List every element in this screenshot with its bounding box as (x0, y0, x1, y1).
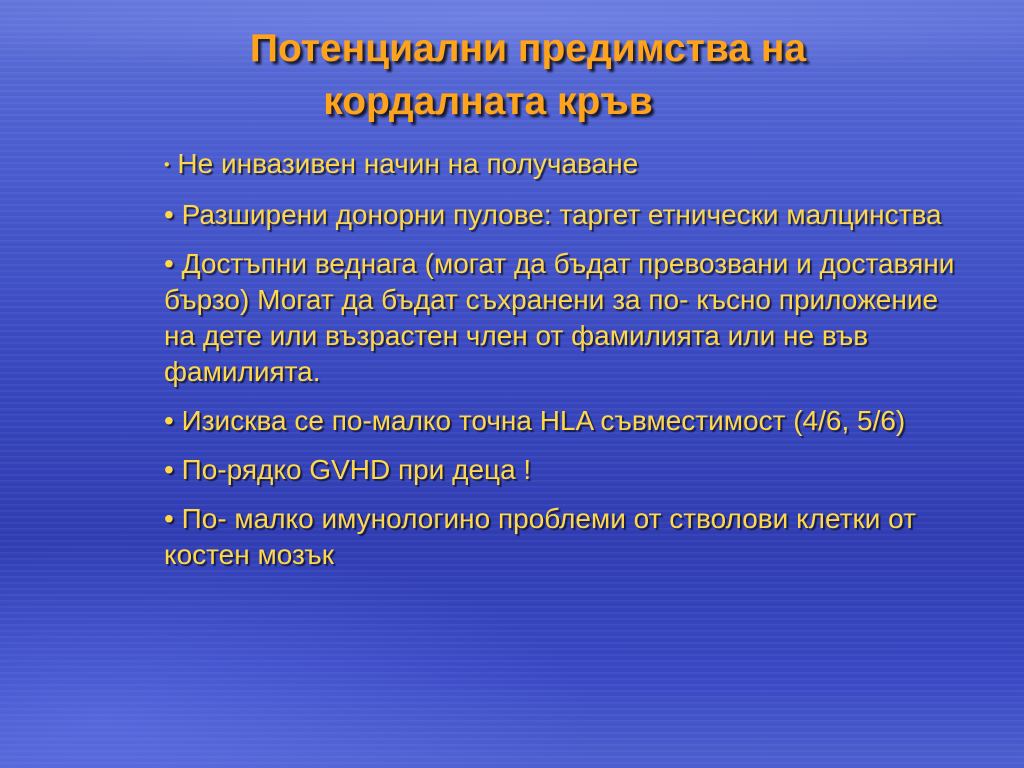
bullet-dot: • (164, 247, 174, 279)
bullet-text: По- малко имунологино проблеми от стволови клетки от костен мозък (164, 502, 916, 570)
bullet-dot: • (164, 198, 174, 230)
bullet-text: Не инвазивен начин на получаване (177, 148, 639, 179)
bullet-text: Достъпни веднага (могат да бъдат превозвани и доставяни бързо) Могат да бъдат съхранени за по- късно приложение на дете или възрастен член от фамилията или не във фамилията. (164, 247, 955, 387)
bullet-text: Изисква се по-малко точна HLA съвместимост (4/6, 5/6) (181, 404, 906, 436)
bullet-item (164, 403, 964, 439)
bullet-item (164, 452, 964, 488)
slide-title (0, 22, 1024, 128)
bullet-item (164, 146, 964, 184)
bullet-item (164, 501, 964, 573)
slide-title-line-1: Потенциални предимства на (249, 27, 807, 70)
bullet-dot: • (164, 502, 174, 534)
bullet-dot: • (164, 156, 170, 174)
bullet-list (164, 146, 964, 586)
bullet-item (164, 197, 964, 233)
bullet-text: Разширени донорни пулове: таргет етнически малцинства (181, 198, 942, 230)
bullet-item (164, 246, 964, 390)
bullet-dot: • (164, 404, 174, 436)
bullet-dot: • (164, 453, 174, 485)
bullet-text: По-рядко GVHD при деца ! (181, 453, 532, 485)
slide-title-line-2: кордалната кръв (323, 80, 653, 123)
